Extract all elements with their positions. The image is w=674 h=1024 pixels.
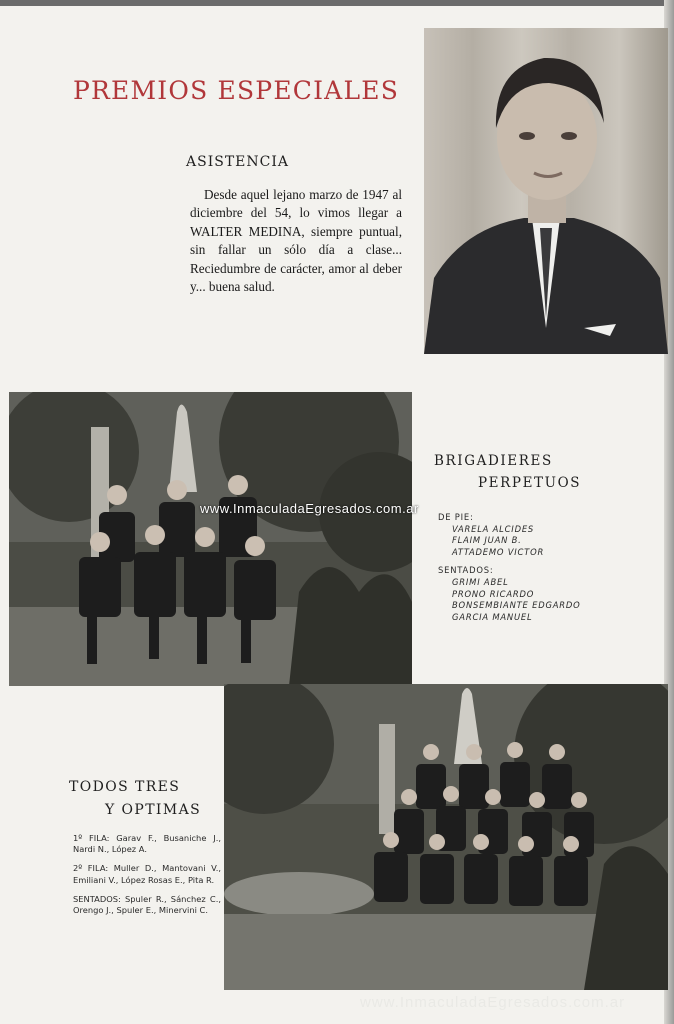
todos-heading xyxy=(69,776,201,822)
todos-heading-line1: TODOS TRES xyxy=(69,779,181,795)
portrait-photo xyxy=(424,28,668,354)
brigadieres-heading-line2: PERPETUOS xyxy=(478,475,582,491)
portrait-illustration xyxy=(424,28,668,354)
fila-entry: SENTADOS: Spuler R., Sánchez C., Orengo J., Spuler E., Minervini C. xyxy=(73,893,221,916)
watermark-bottom: www.InmaculadaEgresados.com.ar xyxy=(360,994,626,1011)
todos-heading-line2: Y OPTIMAS xyxy=(105,802,202,818)
name-entry: GARCIA MANUEL xyxy=(452,611,533,622)
brigadieres-heading xyxy=(434,450,581,494)
name-entry: BONSEMBIANTE EDGARDO xyxy=(452,600,581,611)
todos-filas xyxy=(73,833,221,924)
brigadieres-photo-illustration xyxy=(9,392,412,686)
asistencia-heading: ASISTENCIA xyxy=(186,154,289,170)
todos-photo-illustration xyxy=(224,684,668,990)
todos-group-photo xyxy=(224,684,668,990)
brigadieres-heading-line1: BRIGADIERES xyxy=(434,453,553,469)
group-label: SENTADOS: xyxy=(438,565,494,576)
asistencia-text xyxy=(190,186,402,296)
watermark: www.InmaculadaEgresados.com.ar xyxy=(200,501,419,516)
fila-entry: 1º FILA: Garav F., Busaniche J., Nardi N., López A. xyxy=(73,833,221,855)
name-entry: ATTADEMO VICTOR xyxy=(452,546,545,557)
brigadieres-group-sentados xyxy=(438,565,581,623)
group-label: DE PIE: xyxy=(438,512,474,522)
page-title: PREMIOS ESPECIALES xyxy=(73,76,400,105)
brigadieres-group-photo xyxy=(9,392,412,686)
name-entry: VARELA ALCIDES xyxy=(452,523,535,534)
name-entry: GRIMI ABEL xyxy=(452,576,509,587)
name-entry: PRONO RICARDO xyxy=(452,588,535,599)
fila-entry: 2º FILA: Muller D., Mantovani V., Emiliani V., López Rosas E., Pita R. xyxy=(73,863,221,885)
name-entry: FLAIM JUAN B. xyxy=(452,535,522,546)
brigadieres-group-de-pie xyxy=(438,512,581,558)
asistencia-paragraph: Desde aquel lejano marzo de 1947 al diciembre del 54, lo vimos llegar a WALTER MEDINA, siempre puntual, sin fallar un sólo día a clase... Reciedumbre de carácter, amor al deber y... buena salud. xyxy=(190,187,402,295)
brigadieres-list xyxy=(438,512,581,630)
